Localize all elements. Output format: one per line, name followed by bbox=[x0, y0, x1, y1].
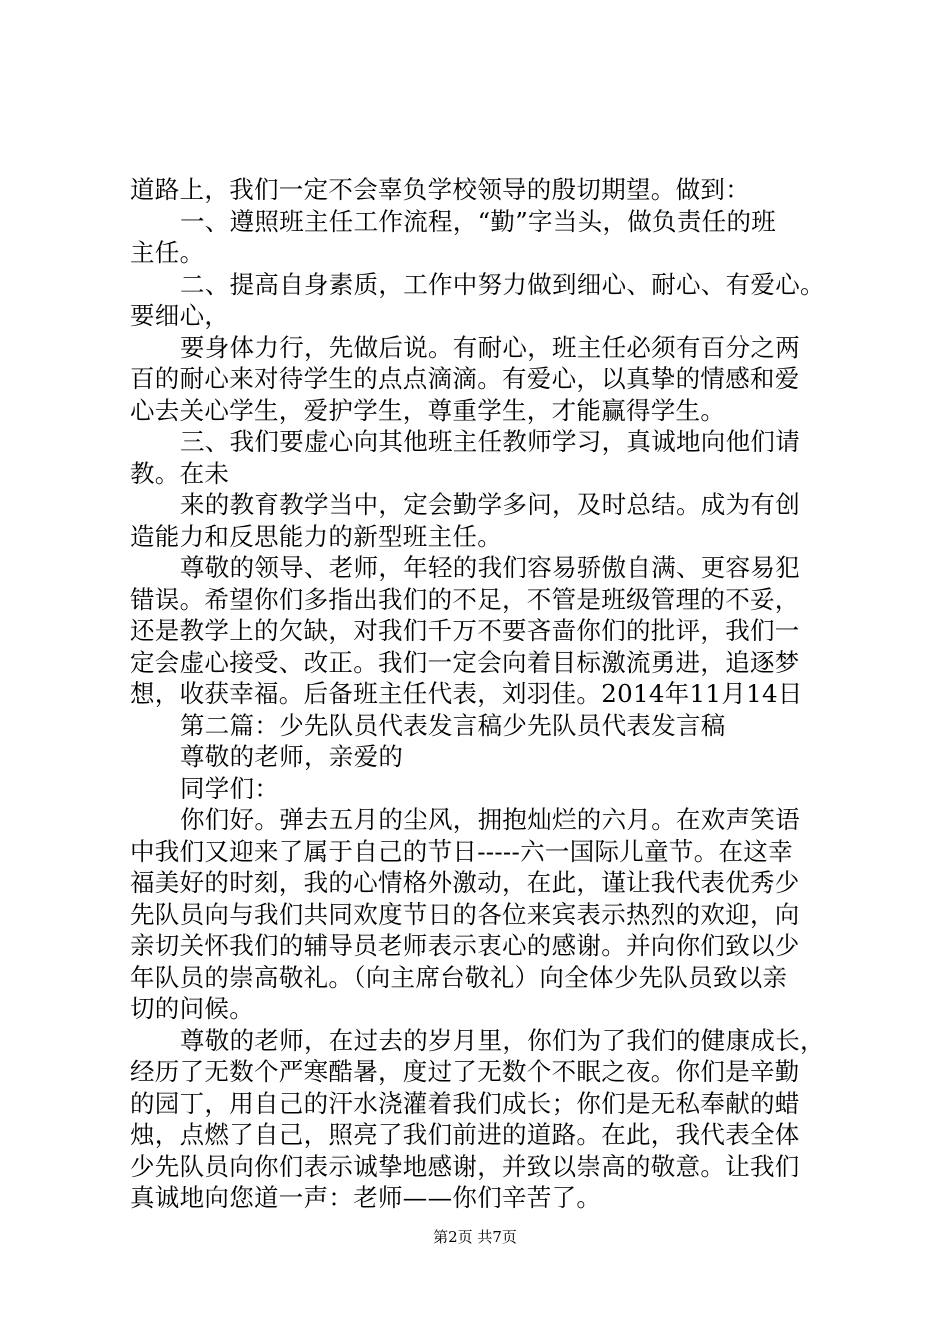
text-line: 第二篇：少先队员代表发言稿少先队员代表发言稿 bbox=[180, 710, 726, 740]
text-line: 想，收获幸福。后备班主任代表，刘羽佳。2014年11月14日 bbox=[130, 679, 803, 708]
text-line: 切的问候。 bbox=[130, 994, 254, 1023]
text-line: 主任。 bbox=[130, 238, 205, 267]
text-line: 要细心， bbox=[130, 301, 230, 330]
text-line: 道路上，我们一定不会辜负学校领导的殷切期望。做到： bbox=[130, 175, 750, 204]
text-line: 百的耐心来对待学生的点点滴滴。有爱心，以真挚的情感和爱 bbox=[130, 364, 800, 393]
text-line: 经历了无数个严寒酷暑，度过了无数个不眠之夜。你们是辛勤 bbox=[130, 1057, 800, 1086]
text-line: 教。在未 bbox=[130, 458, 230, 488]
text-line: 尊敬的老师，亲爱的 bbox=[180, 742, 404, 771]
text-line: 错误。希望你们多指出我们的不足，不管是班级管理的不妥， bbox=[130, 584, 800, 614]
text-line: 年队员的崇高敬礼。（向主席台敬礼）向全体少先队员致以亲 bbox=[130, 962, 788, 992]
text-line: 同学们： bbox=[180, 773, 280, 803]
text-line: 少先队员向你们表示诚挚地感谢，并致以崇高的敬意。让我们 bbox=[130, 1151, 800, 1181]
text-line: 真诚地向您道一声：老师——你们辛苦了。 bbox=[130, 1183, 602, 1212]
text-line: 烛，点燃了自己，照亮了我们前进的道路。在此，我代表全体 bbox=[130, 1120, 800, 1149]
text-line: 福美好的时刻，我的心情格外激动，在此，谨让我代表优秀少 bbox=[130, 868, 800, 897]
text-line: 中我们又迎来了属于自己的节日-----六一国际儿童节。在这幸 bbox=[130, 836, 793, 866]
text-line: 你们好。弹去五月的尘风，拥抱灿烂的六月。在欢声笑语 bbox=[180, 805, 800, 834]
text-line: 来的教育教学当中，定会勤学多问，及时总结。成为有创 bbox=[180, 490, 800, 519]
text-line: 先队员向与我们共同欢度节日的各位来宾表示热烈的欢迎，向 bbox=[130, 899, 800, 929]
text-line: 尊敬的领导、老师，年轻的我们容易骄傲自满、更容易犯 bbox=[180, 553, 800, 582]
text-line: 定会虚心接受、改正。我们一定会向着目标激流勇进，追逐梦 bbox=[130, 647, 800, 677]
text-line: 还是教学上的欠缺，对我们千万不要吝啬你们的批评，我们一 bbox=[130, 616, 800, 645]
text-line: 尊敬的老师，在过去的岁月里，你们为了我们的健康成长， bbox=[180, 1025, 825, 1055]
text-line: 心去关心学生，爱护学生，尊重学生，才能赢得学生。 bbox=[130, 395, 726, 425]
text-line: 要身体力行，先做后说。有耐心，班主任必须有百分之两 bbox=[180, 332, 800, 362]
page-number-footer: 第2页 共7页 bbox=[433, 1227, 517, 1246]
text-line: 造能力和反思能力的新型班主任。 bbox=[130, 521, 502, 551]
text-line: 一、遵照班主任工作流程，“勤”字当头，做负责任的班 bbox=[180, 206, 777, 236]
text-line: 二、提高自身素质，工作中努力做到细心、耐心、有爱心。 bbox=[180, 269, 825, 299]
text-line: 的园丁，用自己的汗水浇灌着我们成长；你们是无私奉献的蜡 bbox=[130, 1088, 800, 1118]
text-line: 亲切关怀我们的辅导员老师表示衷心的感谢。并向你们致以少 bbox=[130, 931, 800, 960]
text-line: 三、我们要虚心向其他班主任教师学习，真诚地向他们请 bbox=[180, 427, 800, 456]
